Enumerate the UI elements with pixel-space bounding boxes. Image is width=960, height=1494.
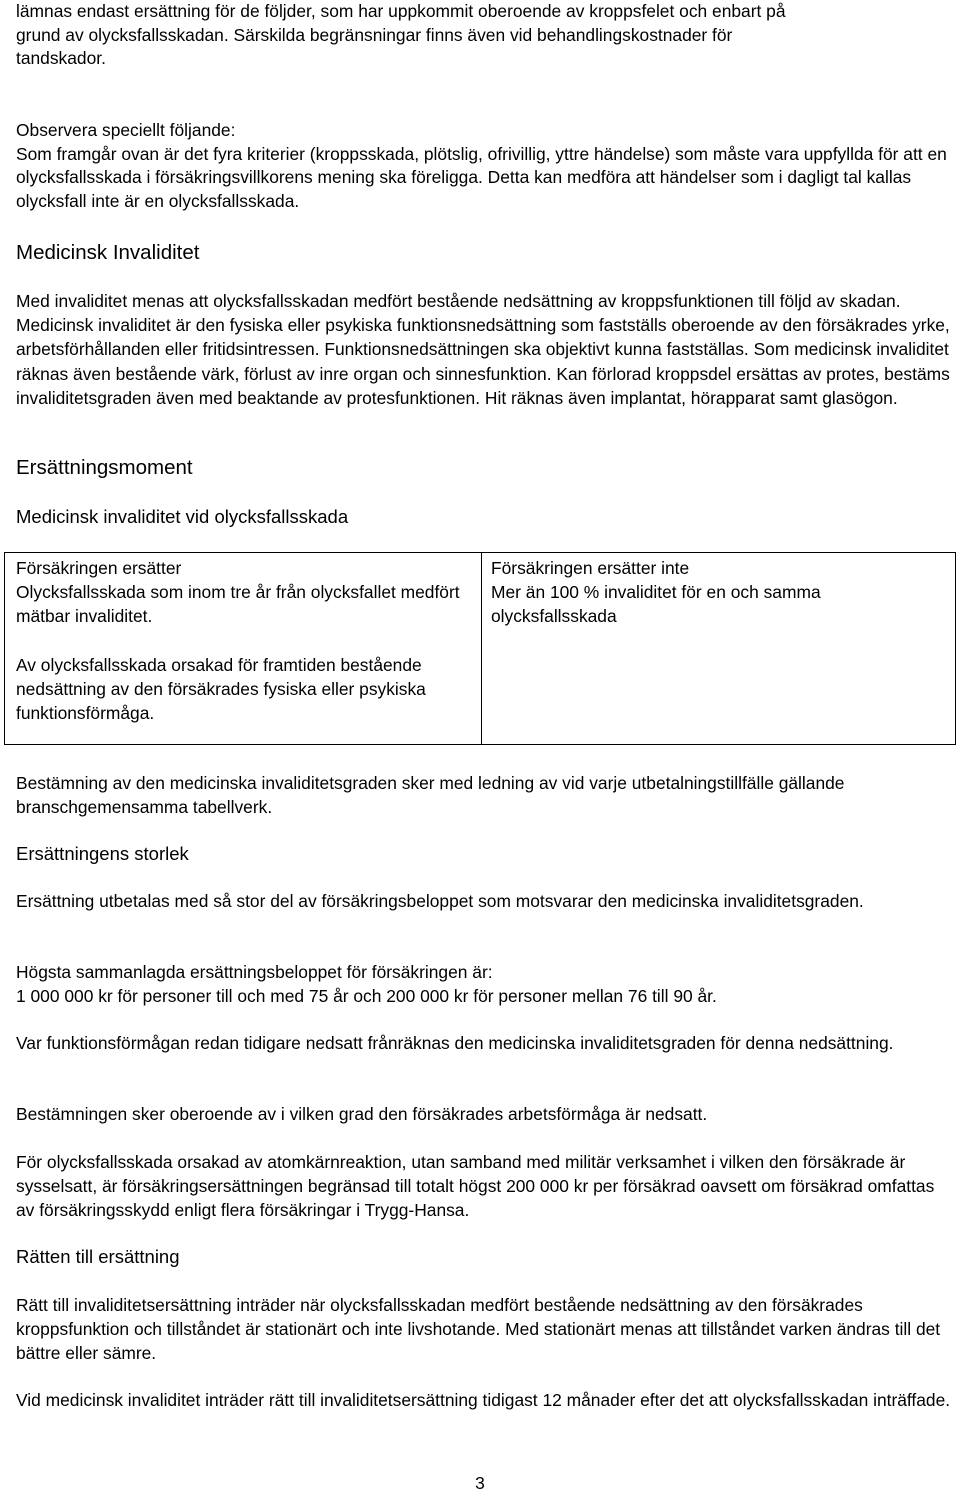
after-table-paragraph: Bestämning av den medicinska invaliditetsgraden sker med ledning av vid varje utbetalningstillfälle gällande branschgemensamma tabellverk. xyxy=(16,773,845,818)
storlek-paragraph-1: Ersättning utbetalas med så stor del av försäkringsbeloppet som motsvarar den medicinska invaliditetsgraden. xyxy=(16,891,864,911)
section-heading-ersattningens-storlek: Ersättningens storlek xyxy=(16,843,189,864)
intro-line-2: grund av olycksfallsskadan. Särskilda begränsningar finns även vid behandlingskostnader för xyxy=(16,24,733,45)
table-left-column xyxy=(16,556,476,725)
table-right-item-1: Mer än 100 % invaliditet för en och samma olycksfallsskada xyxy=(491,582,821,627)
coverage-table xyxy=(4,552,956,745)
intro-paragraph xyxy=(16,0,956,71)
storlek-paragraph-3: Var funktionsförmågan redan tidigare nedsatt frånräknas den medicinska invaliditetsgraden för denna nedsättning. xyxy=(16,1033,894,1053)
subheading-invaliditet-olycksfallsskada: Medicinsk invaliditet vid olycksfallsskada xyxy=(16,506,349,527)
storlek-paragraph-5: För olycksfallsskada orsakad av atomkärnreaktion, utan samband med militär verksamhet i vilken den försäkrade är sysselsatt, är försäkringsersättningen begränsad till totalt högst 200 000 kr per försäkrad oavsett om försäkrad omfattas av försäkringsskydd enligt flera försäkringar i Trygg-Hansa. xyxy=(16,1152,935,1221)
table-left-item-1: Olycksfallsskada som inom tre år från olycksfallet medfört mätbar invaliditet. xyxy=(16,582,460,627)
observe-text: Som framgår ovan är det fyra kriterier (kroppsskada, plötslig, ofrivillig, yttre händelse) som måste vara uppfyllda för att en olycksfallsskada i försäkringsvillkorens mening ska föreligga. Detta kan medföra att händelser som i dagligt tal kallas olycksfall inte är en olycksfallsskada. xyxy=(16,143,947,211)
storlek-p2-line-1: Högsta sammanlagda ersättningsbeloppet för försäkringen är: xyxy=(16,962,493,982)
storlek-paragraph-4: Bestämningen sker oberoende av i vilken grad den försäkrades arbetsförmåga är nedsatt. xyxy=(16,1104,708,1124)
storlek-p2-line-2: 1 000 000 kr för personer till och med 75 år och 200 000 kr för personer mellan 76 till 90 år. xyxy=(16,986,717,1007)
observe-paragraph xyxy=(16,119,956,213)
table-left-header: Försäkringen ersätter xyxy=(16,558,182,578)
page-number: 3 xyxy=(475,1473,485,1493)
storlek-paragraph-2 xyxy=(16,960,956,1008)
ratten-paragraph-1: Rätt till invaliditetsersättning inträder när olycksfallsskadan medfört bestående nedsättning av den försäkrades kroppsfunktion och tillståndet är stationärt och inte livshotande. Med stationärt menas att tillståndet varken ändras till det bättre eller sämre. xyxy=(16,1295,941,1364)
intro-line-1: lämnas endast ersättning för de följder, som har uppkommit oberoende av kroppsfelet och enbart på xyxy=(16,1,786,21)
observe-lead: Observera speciellt följande: xyxy=(16,120,236,140)
table-left-item-2: Av olycksfallsskada orsakad för framtiden bestående nedsättning av den försäkrades fysiska eller psykiska funktionsförmåga. xyxy=(16,654,426,724)
section-heading-ersattningsmoment: Ersättningsmoment xyxy=(16,456,193,479)
section-heading-ratten-till-ersattning: Rätten till ersättning xyxy=(16,1246,180,1267)
intro-line-3: tandskador. xyxy=(16,48,106,69)
invaliditet-paragraph: Med invaliditet menas att olycksfallsskadan medfört bestående nedsättning av kroppsfunktionen till följd av skadan. Medicinsk invaliditet är den fysiska eller psykiska funktionsnedsättning som fastställs oberoende av den försäkrades yrke, arbetsförhållanden eller fritidsintressen. Funktionsnedsättningen ska objektivt kunna fastställas. Som medicinsk invaliditet räknas även bestående värk, förlust av inre organ och sinnesfunktion. Kan förlorad kroppsdel ersättas av protes, bestäms invaliditetsgraden även med beaktande av protesfunktionen. Hit räknas även implantat, hörapparat samt glasögon. xyxy=(16,291,950,408)
table-right-header: Försäkringen ersätter inte xyxy=(491,558,690,578)
ratten-paragraph-2: Vid medicinsk invaliditet inträder rätt till invaliditetsersättning tidigast 12 månader efter det att olycksfallsskadan inträffade. xyxy=(16,1390,951,1410)
table-divider xyxy=(481,553,482,744)
section-heading-medicinsk-invaliditet: Medicinsk Invaliditet xyxy=(16,241,200,264)
table-right-column xyxy=(491,556,931,629)
